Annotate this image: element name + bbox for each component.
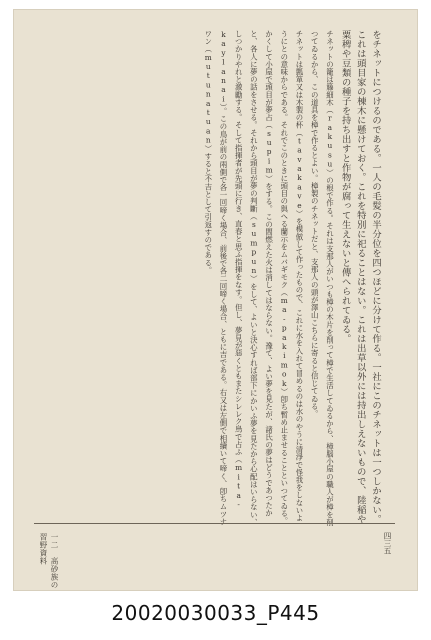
document-page (14, 10, 417, 590)
running-head: 一二 高砂族の習野資料 (39, 533, 59, 589)
body-text (34, 30, 383, 526)
page-number: 四三五 (383, 532, 392, 555)
scan-caption: 20020030033_P445 (111, 601, 320, 625)
footer-rule (34, 523, 395, 524)
paragraph: チネットは瓢箪又は木製の杯（tavakave）を模倣して作ったもので、これに水を入れて冒めるのは水のやうに清淨で怪我をしないようにとの意味からである。それでこのときに頭目の與へる蘭示をムバギモク（ma-pakimok）卽ち暫め止ませることといつてゐる。かくして小屋で頭目が夢占（supim）をする。この間燃えた火は消してはならない。豫て、よい夢を見たが、諸氏の夢はどうであつたかと、各人に夢の話をさせる。それから頭目が夢の判斷（sumpun）をして、よいと決心すれば部下にかいふ夢を見たから心配はいらない、しつかりやれと激勵する。そして指揮者が先頭に行き、直春と思ふ指揮をなす。但し、夢見が惡くともまたシレレク鳥で占ふ（mita-kaylanai）。この鳥が前の兩側で各一回啼く場合、前後で各二回啼く場合、ともに吉である。右又は左側で相續いて啼く、卽ちムツナワン（mutunatuan）すると不吉として引返すのである。 (203, 30, 304, 526)
paragraph: をチネットにつけるのである。一人の毛髪の半分位を四つほどに分けて作る。一社にこのチネットは一つしかない。これは頭目家の棟木に懸けておく。これを特別に祀ることはない。これは出草以外には持出しえないもので、陸稲や粟稗や豆類の種子を持ち出すと作物が腐って生えないと傳へられてゐる。 (339, 30, 381, 524)
paragraph: チネットの籠は籐細木（rakusu）の根で作る。それは支那人がいつも樟の木片を削って樟で生活してゐるから、樟腦小屋の職人が樟を削つてゐるから、この道具を樟で作るとよい。樟製のチネットだと、支那人の頭が澤山こちらに寄ると信じてゐる。 (310, 30, 335, 526)
